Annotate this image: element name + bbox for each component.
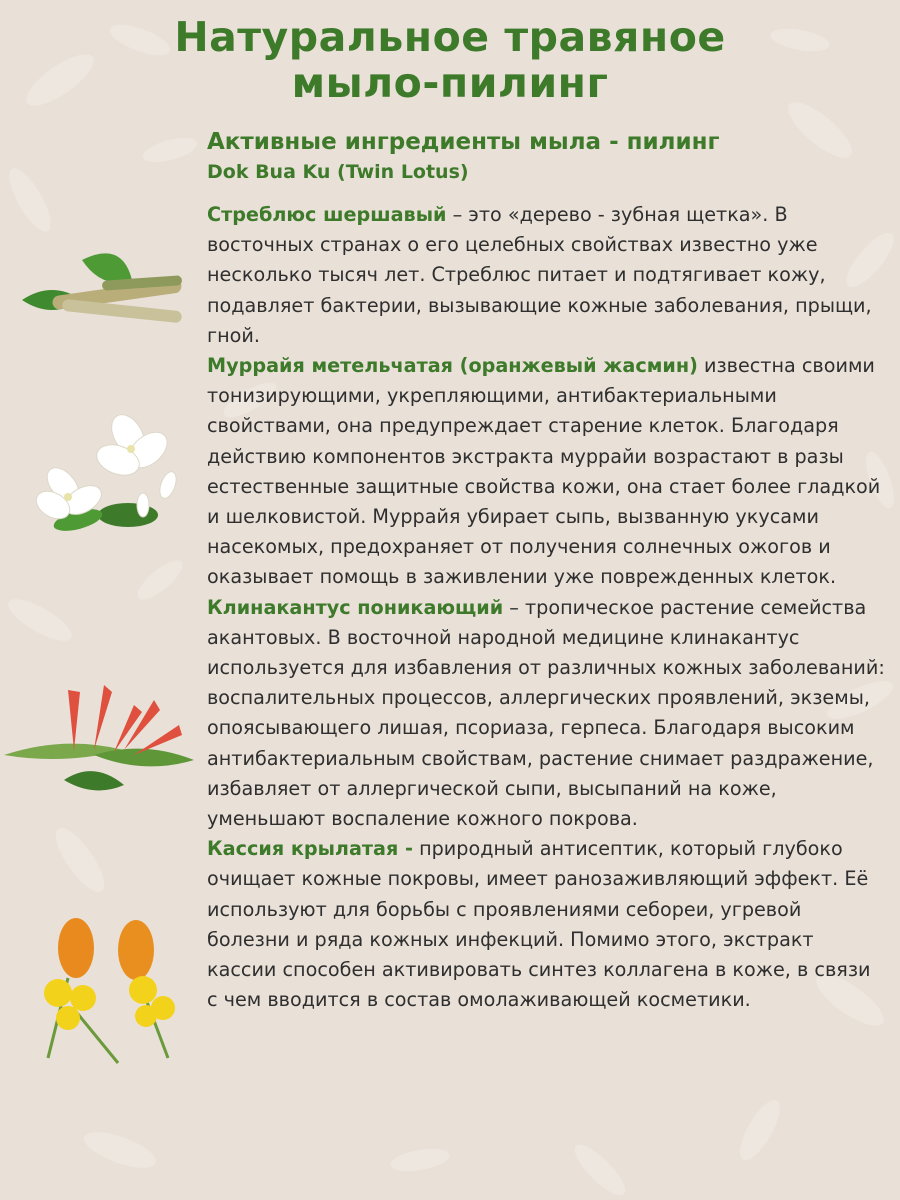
ingredient-name: Стреблюс шершавый bbox=[207, 203, 447, 226]
ingredient-separator: – bbox=[446, 203, 469, 226]
ingredient-murraya bbox=[207, 351, 887, 593]
ingredient-name: Клинакантус поникающий bbox=[207, 595, 504, 619]
cassia-flower-icon bbox=[28, 918, 188, 1068]
streblus-twig-icon bbox=[12, 240, 192, 340]
page-title-line-1: Натуральное травяное bbox=[174, 13, 726, 61]
ingredient-description: тропическое растение семейства акантовых. В восточной народной медицине клинакантус используется для избавления от различных кожных заболеваний: воспалительных процессов, аллергических проявлений, экземы, опоясывающего лишая, псориаза, герпеса. Благодаря высоким антибактериальным свойствам, растение снимает раздражение, избавляет от аллергической сыпи, высыпаний на коже, уменьшают воспаление кожного покрова. bbox=[207, 595, 885, 831]
ingredients-list bbox=[207, 200, 887, 1015]
page-title bbox=[0, 14, 900, 106]
subtitle-ingredients: Активные ингредиенты мыла - пилинг bbox=[207, 129, 720, 155]
clinacanthus-flower-icon bbox=[4, 680, 194, 800]
ingredient-description: известна своими тонизирующими, укрепляющими, антибактериальными свойствами, она предупреждает старение клеток. Благодаря действию компонентов экстракта муррайи возрастают в разы естественные защитные свойства кожи, она стает более гладкой и шелковистой. Муррайя убирает сыпь, вызванную укусами насекомых, предохраняет от получения солнечных ожогов и оказывает помощь в заживлении уже поврежденных клеток. bbox=[207, 354, 881, 589]
ingredient-cassia bbox=[207, 834, 887, 1015]
section-subtitle bbox=[207, 126, 867, 186]
ingredient-description: это «дерево - зубная щетка». В восточных странах о его целебных свойствах известно уже несколько тысяч лет. Стреблюс питает и подтягивает кожу, подавляет бактерии, вызывающие кожные заболевания, прыщи, гной. bbox=[207, 203, 872, 347]
ingredient-clinacanthus bbox=[207, 593, 887, 835]
ingredient-name: Муррайя метельчатая (оранжевый жасмин) bbox=[207, 354, 698, 378]
ingredient-name: Кассия крылатая - bbox=[207, 837, 413, 861]
ingredient-description: природный антисептик, который глубоко очищает кожные покровы, имеет ранозаживляющий эффект. Её используют для борьбы с проявлениями себореи, угревой болезни и ряда кожных инфекций. Помимо этого, экстракт кассии способен активировать синтез коллагена в коже, в связи с чем вводится в состав омолаживающей косметики. bbox=[207, 837, 871, 1012]
jasmine-flower-icon bbox=[18, 405, 188, 535]
subtitle-brand: Dok Bua Ku (Twin Lotus) bbox=[207, 161, 469, 183]
ingredient-streblus bbox=[207, 200, 887, 351]
page-title-line-2: мыло-пилинг bbox=[291, 59, 609, 107]
ingredient-separator: – bbox=[503, 595, 525, 619]
